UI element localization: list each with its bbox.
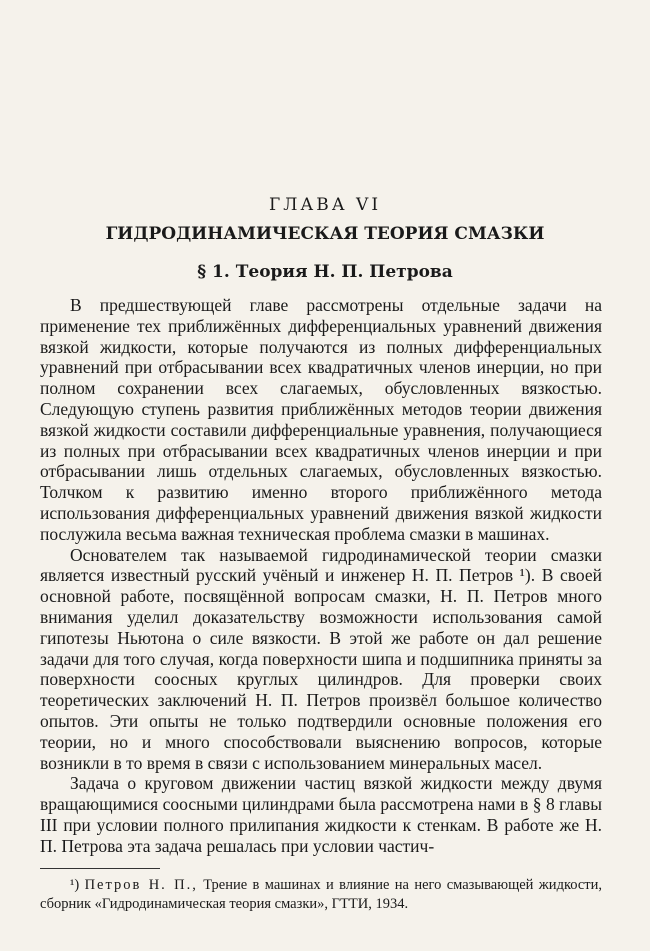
footnote-divider xyxy=(40,868,160,869)
section-title: § 1. Теория Н. П. Петрова xyxy=(197,262,453,282)
body-text xyxy=(40,295,602,857)
footnote-author: Петров Н. П., xyxy=(84,877,198,893)
footnote-marker: ¹) xyxy=(70,877,80,893)
paragraph: Задача о круговом движении частиц вязкой жидкости между двумя вращающимися соосными цилиндрами была рассмотрена нами в § 8 главы III при условии полного прилипания жидкости к стенкам. В работе же Н. П. Петрова эта задача решалась при условии частич- xyxy=(40,773,602,856)
chapter-label: ГЛАВА VI xyxy=(268,195,382,215)
chapter-title: ГИДРОДИНАМИЧЕСКАЯ ТЕОРИЯ СМАЗКИ xyxy=(105,224,545,244)
footnote xyxy=(40,876,602,914)
paragraph: Основателем так называемой гидродинамической теории смазки является известный русский учёный и инженер Н. П. Петров ¹). В своей основной работе, посвящённой вопросам смазки, Н. П. Петров много внимания уделил доказательству возможности использования самой гипотезы Ньютона о силе вязкости. В этой же работе он дал решение задачи для того случая, когда поверхности шипа и подшипника приняты за поверхности соосных круглых цилиндров. Для проверки своих теоретических заключений Н. П. Петров произвёл большое количество опытов. Эти опыты не только подтвердили основные положения его теории, но и много способствовали выяснению вопросов, которые возникли в то время в связи с использованием минеральных масел. xyxy=(40,544,602,773)
footnote-text: Трение в машинах и влияние на него смазывающей жидкости, сборник «Гидродинамическая теория смазки», ГТТИ, 1934. xyxy=(40,877,603,912)
paragraph: В предшествующей главе рассмотрены отдельные задачи на применение тех приближённых дифференциальных уравнений движения вязкой жидкости, которые получаются из полных дифференциальных уравнений при отбрасывании всех квадратичных членов инерции, но при полном сохранении всех слагаемых, обусловленных вязкостью. Следующую ступень развития приближённых методов теории движения вязкой жидкости составили дифференциальные уравнения, получающиеся из полных при отбрасывании всех квадратичных членов инерции и при отбрасывании лишь отдельных слагаемых, обусловленных вязкостью. Толчком к развитию именно второго приближённого метода использования дифференциальных уравнений движения вязкой жидкости послужила весьма важная техническая проблема смазки в машинах. xyxy=(40,295,602,544)
